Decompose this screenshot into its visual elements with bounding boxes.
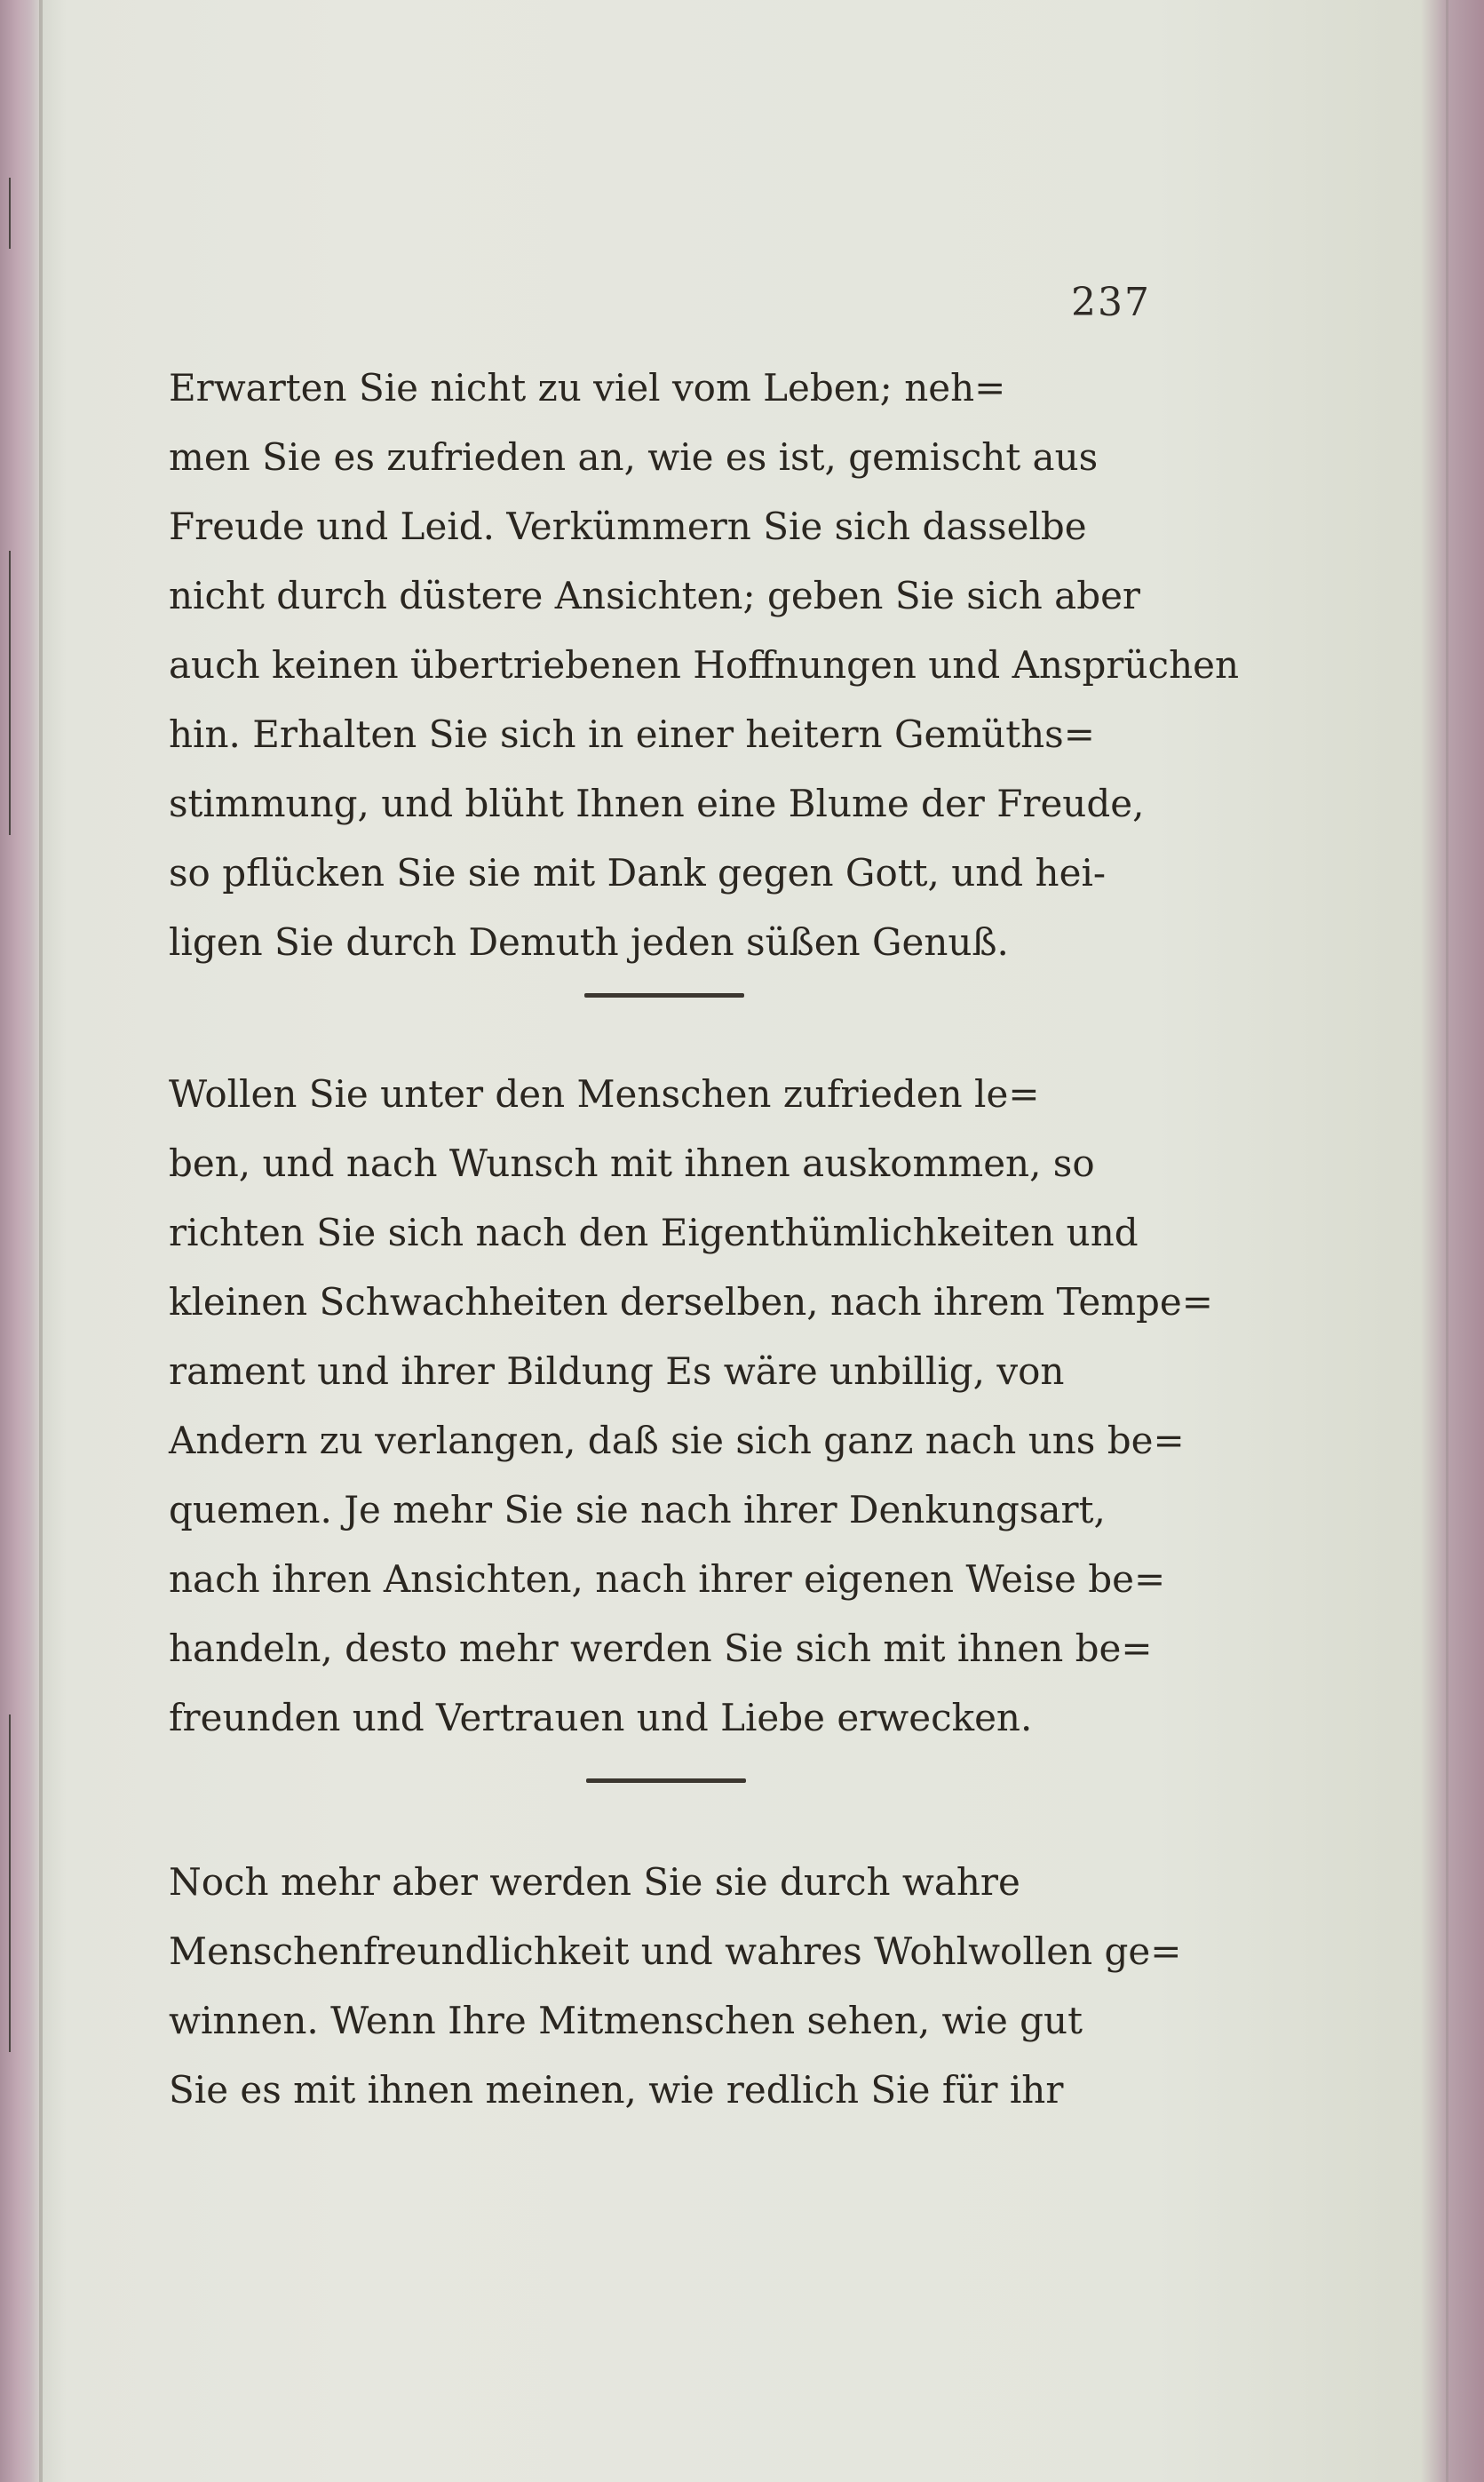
text-line: Erwarten Sie nicht zu viel vom Leben; neh= — [169, 366, 1006, 410]
section-divider — [584, 993, 744, 998]
text-line: nicht durch düstere Ansichten; geben Sie sich aber — [169, 574, 1141, 617]
text-line: ben, und nach Wunsch mit ihnen auskommen, so — [169, 1142, 1095, 1185]
text-line: winnen. Wenn Ihre Mitmenschen sehen, wie gut — [169, 1999, 1083, 2042]
text-line: Freude und Leid. Verkümmern Sie sich dasselbe — [169, 505, 1087, 548]
text-line: quemen. Je mehr Sie sie nach ihrer Denkungsart, — [169, 1488, 1106, 1531]
text-line: Menschenfreundlichkeit und wahres Wohlwollen ge= — [169, 1929, 1182, 1973]
text-line: rament und ihrer Bildung Es wäre unbillig, von — [169, 1349, 1065, 1393]
margin-mark — [9, 178, 11, 249]
text-line: kleinen Schwachheiten derselben, nach ihrem Tempe= — [169, 1280, 1213, 1324]
paragraph — [169, 354, 1240, 977]
page-number: 237 — [1071, 280, 1151, 325]
text-line: men Sie es zufrieden an, wie es ist, gemischt aus — [169, 435, 1099, 479]
text-line: auch keinen übertriebenen Hoffnungen und Ansprüchen — [169, 643, 1240, 687]
book-page — [43, 0, 1448, 2482]
paragraph — [169, 1848, 1199, 2125]
text-line: nach ihren Ansichten, nach ihrer eigenen Weise be= — [169, 1557, 1166, 1601]
text-line: freunden und Vertrauen und Liebe erwecken. — [169, 1696, 1033, 1739]
text-line: Andern zu verlangen, daß sie sich ganz nach uns be= — [169, 1419, 1185, 1462]
text-line: Sie es mit ihnen meinen, wie redlich Sie für ihr — [169, 2068, 1064, 2112]
section-divider — [586, 1778, 746, 1783]
paragraph — [169, 1060, 1213, 1753]
margin-mark — [9, 1714, 11, 2052]
text-line: Wollen Sie unter den Menschen zufrieden le= — [169, 1072, 1040, 1116]
text-line: so pflücken Sie sie mit Dank gegen Gott, und hei- — [169, 851, 1107, 895]
text-line: Noch mehr aber werden Sie sie durch wahre — [169, 1860, 1020, 1904]
text-line: handeln, desto mehr werden Sie sich mit ihnen be= — [169, 1627, 1153, 1670]
text-line: ligen Sie durch Demuth jeden süßen Genuß. — [169, 920, 1009, 964]
text-line: hin. Erhalten Sie sich in einer heitern Gemüths= — [169, 712, 1095, 756]
text-line: stimmung, und blüht Ihnen eine Blume der Freude, — [169, 782, 1145, 825]
text-line: richten Sie sich nach den Eigenthümlichkeiten und — [169, 1211, 1139, 1254]
margin-mark — [9, 551, 11, 835]
